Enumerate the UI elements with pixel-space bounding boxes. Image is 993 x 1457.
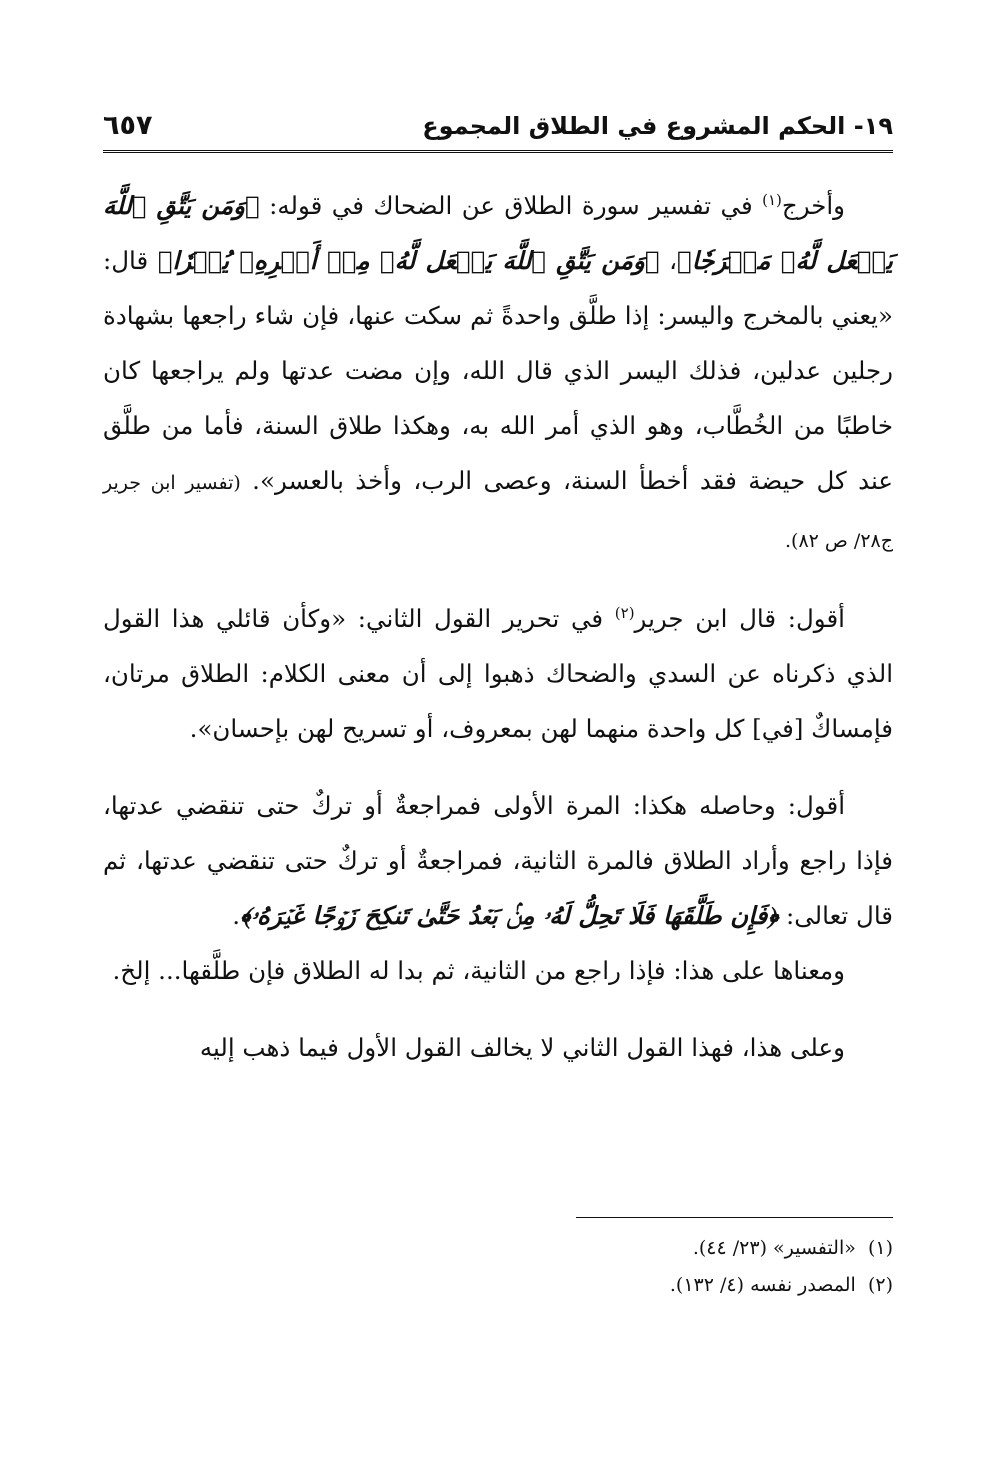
paragraph-5 — [103, 1020, 893, 1075]
paragraph-1 — [103, 178, 893, 569]
page-number: ٦٥٧ — [103, 110, 153, 141]
paragraph-text: أقول: وحاصله هكذا: المرة الأولى فمراجعةٌ أو تركٌ حتى تنقضي عدتها، فإذا راجع وأراد الطلاق فالمرة الثانية، فمراجعةٌ أو تركٌ حتى تنقضي عدتها، ثم قال تعالى: — [103, 791, 893, 930]
page-header — [103, 104, 893, 153]
footnotes — [103, 1230, 893, 1304]
source-reference: (تفسير ابن جرير ج٢٨/ ص ٨٢). — [103, 472, 893, 552]
footnote-number: (١) — [867, 1237, 893, 1259]
footnote-number: (٢) — [867, 1274, 893, 1296]
paragraph-text: . — [232, 901, 240, 930]
paragraph-text: ، — [659, 246, 678, 275]
footnote-marker-2: (٢) — [614, 603, 635, 622]
footnote-1 — [103, 1230, 893, 1267]
paragraph-text: وعلى هذا، فهذا القول الثاني لا يخالف القول الأول فيما ذهب إليه — [199, 1033, 845, 1062]
quran-verse: ﴿وَمَن يَتَّقِ ٱللَّهَ يَجۡعَل لَّهُۥ مَخۡرَجٗا﴾ — [103, 191, 893, 275]
running-title: ١٩- الحكم المشروع في الطلاق المجموع — [422, 112, 893, 140]
footnote-separator — [576, 1217, 893, 1218]
quran-verse: ﴿فَإِن طَلَّقَهَا فَلَا تَحِلُّ لَهُۥ مِنۢ بَعۡدُ حَتَّىٰ تَنكِحَ زَوۡجًا غَيۡرَهُۥ﴾ — [240, 901, 779, 930]
paragraph-intro: أقول: قال ابن جرير — [634, 604, 845, 633]
paragraph-text: في تفسير سورة الطلاق عن الضحاك في قوله: — [259, 191, 763, 220]
footnote-text: المصدر نفسه (٤/ ١٣٢). — [669, 1274, 856, 1296]
footnote-marker-1: (١) — [762, 190, 782, 209]
footnote-2 — [103, 1267, 893, 1304]
paragraph-3 — [103, 778, 893, 943]
quran-verse: ﴿وَمَن يَتَّقِ ٱللَّهَ يَجۡعَل لَّهُۥ مِنۡ أَمۡرِهِۦ يُسۡرٗا﴾ — [157, 246, 660, 275]
main-text — [103, 178, 893, 1075]
footnote-text: «التفسير» (٢٣/ ٤٤). — [692, 1237, 856, 1259]
paragraph-intro: وأخرج — [781, 191, 845, 220]
paragraph-text: في تحرير القول الثاني: «وكأن قائلي هذا القول الذي ذكرناه عن السدي والضحاك ذهبوا إلى أن معنى الكلام: الطلاق مرتان، فإمساكٌ [في] كل واحدة منهما لهن بمعروف، أو تسريح لهن بإحسان». — [103, 604, 893, 743]
paragraph-text: ومعناها على هذا: فإذا راجع من الثانية، ثم بدا له الطلاق فإن طلَّقها... إلخ. — [112, 956, 845, 985]
paragraph-text: قال: «يعني بالمخرج واليسر: إذا طلَّق واحدةً ثم سكت عنها، فإن شاء راجعها بشهادة رجلين عدلين، فذلك اليسر الذي قال الله، وإن مضت عدتها ولم يراجعها كان خاطبًا من الخُطَّاب، وهو الذي أمر الله به، وهكذا طلاق السنة، فأما من طلَّق عند كل حيضة فقد أخطأ السنة، وعصى الرب، وأخذ بالعسر». — [103, 246, 893, 495]
paragraph-2 — [103, 591, 893, 756]
paragraph-4 — [103, 943, 893, 998]
